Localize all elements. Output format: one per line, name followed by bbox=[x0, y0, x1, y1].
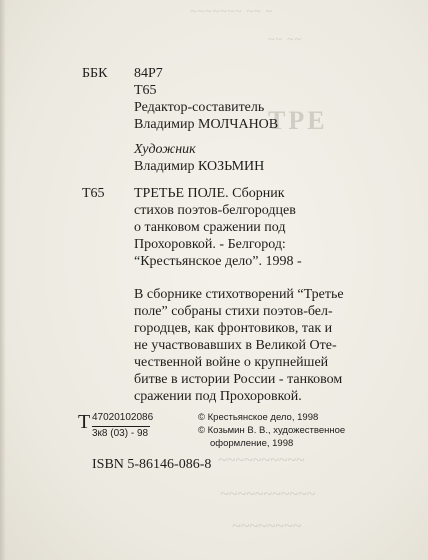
catalog-line: Прохоровкой. - Белгород: bbox=[134, 237, 286, 252]
reverse-title-bleed: ТРЕ bbox=[268, 106, 328, 135]
annotation-line: поле” собраны стихи поэтов-бел- bbox=[134, 304, 333, 319]
reverse-stamp-bleed-2: ~~~~~~~~~~~ bbox=[220, 486, 316, 503]
annotation-line: В сборнике стихотворений “Третье bbox=[134, 287, 344, 302]
artist-name: Владимир КОЗЬМИН bbox=[134, 159, 265, 174]
catalog-line: о танковом сражении под bbox=[134, 220, 286, 235]
reverse-stamp-bleed-3: ~~~~~~~~ bbox=[232, 518, 302, 535]
copyright-line: © Козьмин В. В., художественное bbox=[198, 425, 346, 436]
copyright-line: © Крестьянское дело, 1998 bbox=[198, 412, 319, 423]
annotation-line: сражении под Прохоровкой. bbox=[134, 389, 302, 404]
order-code-fraction-rule bbox=[92, 426, 150, 427]
bbk-code: 84Р7 bbox=[134, 66, 163, 81]
order-code-letter: Т bbox=[78, 411, 91, 433]
artist-role: Художник bbox=[134, 142, 196, 157]
bbk-index: Т65 bbox=[134, 83, 157, 98]
bbk-block bbox=[82, 66, 163, 82]
annotation-line: чественной войне о крупнейшей bbox=[134, 355, 329, 370]
order-code bbox=[78, 412, 188, 442]
editor-role: Редактор-составитель bbox=[134, 100, 265, 115]
catalog-line: “Крестьянское дело”. 1998 - bbox=[134, 254, 302, 269]
annotation-line: не участвовавших в Великой Оте- bbox=[134, 338, 337, 353]
catalog-line: ТРЕТЬЕ ПОЛЕ. Сборник bbox=[134, 186, 285, 201]
order-code-numerator: 47020102086 bbox=[92, 412, 154, 423]
reverse-stamp-bleed: ~~~~~~~~~~ bbox=[218, 452, 305, 469]
handwritten-bleed-mark: ~~~~~~~ ~~ ~ bbox=[190, 4, 273, 18]
catalog-line: стихов поэтов-белгородцев bbox=[134, 203, 296, 218]
bbk-label: ББК bbox=[82, 66, 108, 81]
copyright-line: оформление, 1998 bbox=[210, 438, 294, 449]
editor-name: Владимир МОЛЧАНОВ bbox=[134, 117, 279, 132]
order-code-denominator: 3к8 (03) - 98 bbox=[92, 428, 149, 439]
isbn: ISBN 5-86146-086-8 bbox=[92, 457, 212, 472]
catalog-index: Т65 bbox=[82, 186, 105, 201]
annotation-line: битве в истории России - танковом bbox=[134, 372, 343, 387]
annotation-line: городцев, как фронтовиков, так и bbox=[134, 321, 333, 336]
handwritten-bleed-mark-2: ~~ ~~ bbox=[268, 32, 302, 46]
page-edge-shadow bbox=[0, 0, 6, 560]
